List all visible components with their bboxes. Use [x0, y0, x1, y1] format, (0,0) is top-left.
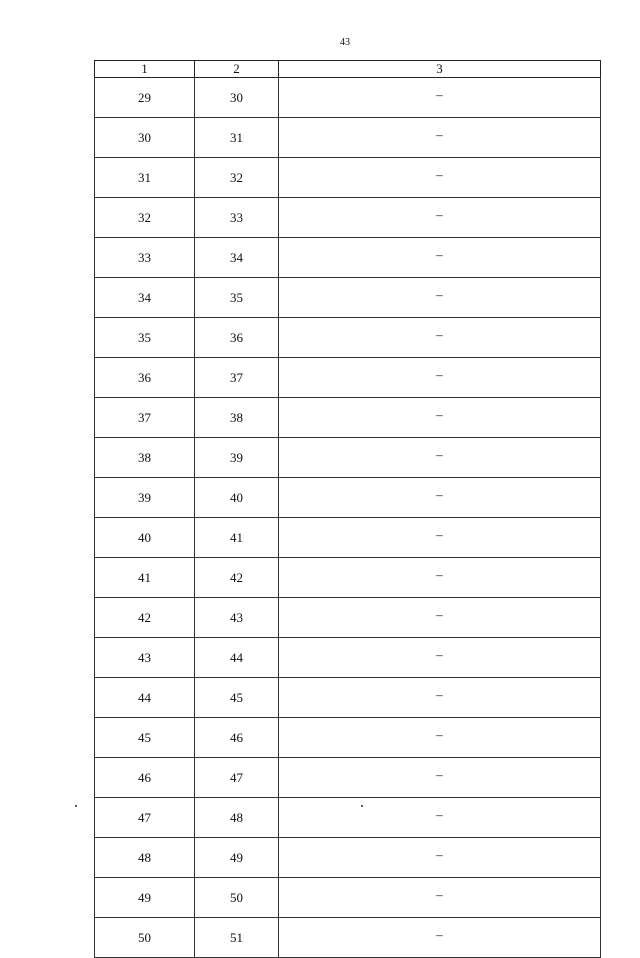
table-cell-col-2: 46 [195, 718, 279, 758]
table-cell-col-3: – [279, 358, 601, 398]
table-row [95, 878, 601, 918]
column-header-1: 1 [95, 61, 195, 78]
table-body [95, 78, 601, 958]
table-cell-col-2: 51 [195, 918, 279, 958]
table-cell-col-1: 42 [95, 598, 195, 638]
column-header-3: 3 [279, 61, 601, 78]
table-row [95, 918, 601, 958]
table-row [95, 358, 601, 398]
table-row [95, 158, 601, 198]
table-cell-col-3: – [279, 438, 601, 478]
table-cell-col-2: 31 [195, 118, 279, 158]
table-cell-col-3: – [279, 558, 601, 598]
table-cell-col-2: 40 [195, 478, 279, 518]
table-cell-col-2: 37 [195, 358, 279, 398]
table-row [95, 518, 601, 558]
table-cell-col-2: 48 [195, 798, 279, 838]
table-row [95, 558, 601, 598]
table-cell-col-1: 40 [95, 518, 195, 558]
table-row [95, 478, 601, 518]
table-cell-col-1: 49 [95, 878, 195, 918]
table-cell-col-3: – [279, 718, 601, 758]
table-cell-col-3: – [279, 78, 601, 118]
table-cell-col-2: 44 [195, 638, 279, 678]
table-row [95, 198, 601, 238]
table-cell-col-2: 42 [195, 558, 279, 598]
table-cell-col-1: 46 [95, 758, 195, 798]
table-cell-col-2: 36 [195, 318, 279, 358]
table-cell-col-2: 43 [195, 598, 279, 638]
table-cell-col-1: 50 [95, 918, 195, 958]
table-row [95, 598, 601, 638]
table-header-row [95, 61, 601, 78]
table-cell-col-2: 47 [195, 758, 279, 798]
page-number: 43 [340, 37, 350, 48]
table-cell-col-3: – [279, 278, 601, 318]
table-cell-col-2: 49 [195, 838, 279, 878]
table-cell-col-1: 39 [95, 478, 195, 518]
table-cell-col-1: 41 [95, 558, 195, 598]
table-row [95, 718, 601, 758]
table-cell-col-2: 50 [195, 878, 279, 918]
table-cell-col-3: – [279, 198, 601, 238]
table-cell-col-1: 45 [95, 718, 195, 758]
table-cell-col-3: – [279, 758, 601, 798]
table-cell-col-3: – [279, 918, 601, 958]
table-cell-col-1: 35 [95, 318, 195, 358]
table-cell-col-3: – [279, 158, 601, 198]
stray-dot-left [75, 805, 77, 807]
table-row [95, 118, 601, 158]
table-cell-col-2: 45 [195, 678, 279, 718]
table-cell-col-2: 30 [195, 78, 279, 118]
table-cell-col-2: 33 [195, 198, 279, 238]
table-row [95, 758, 601, 798]
table-cell-col-3: – [279, 118, 601, 158]
table-cell-col-3: – [279, 238, 601, 278]
table-cell-col-3: – [279, 638, 601, 678]
table-row [95, 398, 601, 438]
table-cell-col-3: – [279, 878, 601, 918]
table-cell-col-3: – [279, 318, 601, 358]
table-row [95, 238, 601, 278]
data-table [94, 60, 601, 958]
table-cell-col-2: 41 [195, 518, 279, 558]
table-cell-col-3: – [279, 398, 601, 438]
table-cell-col-1: 31 [95, 158, 195, 198]
table-row [95, 798, 601, 838]
table-cell-col-1: 43 [95, 638, 195, 678]
table-row [95, 78, 601, 118]
table-cell-col-1: 37 [95, 398, 195, 438]
table-cell-col-1: 47 [95, 798, 195, 838]
table-cell-col-2: 39 [195, 438, 279, 478]
table-cell-col-2: 38 [195, 398, 279, 438]
table-cell-col-3: – [279, 678, 601, 718]
table-cell-col-3: – [279, 838, 601, 878]
table-cell-col-3: – [279, 478, 601, 518]
table-cell-col-2: 35 [195, 278, 279, 318]
table-cell-col-3: – [279, 798, 601, 838]
table-cell-col-1: 33 [95, 238, 195, 278]
table-row [95, 438, 601, 478]
table-row [95, 278, 601, 318]
table-cell-col-1: 34 [95, 278, 195, 318]
table-header [95, 61, 601, 78]
table-cell-col-1: 32 [95, 198, 195, 238]
table-row [95, 638, 601, 678]
table-cell-col-3: – [279, 598, 601, 638]
table-cell-col-1: 30 [95, 118, 195, 158]
table-cell-col-1: 48 [95, 838, 195, 878]
table-cell-col-2: 32 [195, 158, 279, 198]
table-cell-col-1: 38 [95, 438, 195, 478]
table-cell-col-2: 34 [195, 238, 279, 278]
column-header-2: 2 [195, 61, 279, 78]
table-cell-col-1: 29 [95, 78, 195, 118]
stray-dot-middle [361, 805, 363, 807]
table-cell-col-3: – [279, 518, 601, 558]
table-cell-col-1: 36 [95, 358, 195, 398]
table-cell-col-1: 44 [95, 678, 195, 718]
table-row [95, 318, 601, 358]
table-row [95, 678, 601, 718]
table-row [95, 838, 601, 878]
